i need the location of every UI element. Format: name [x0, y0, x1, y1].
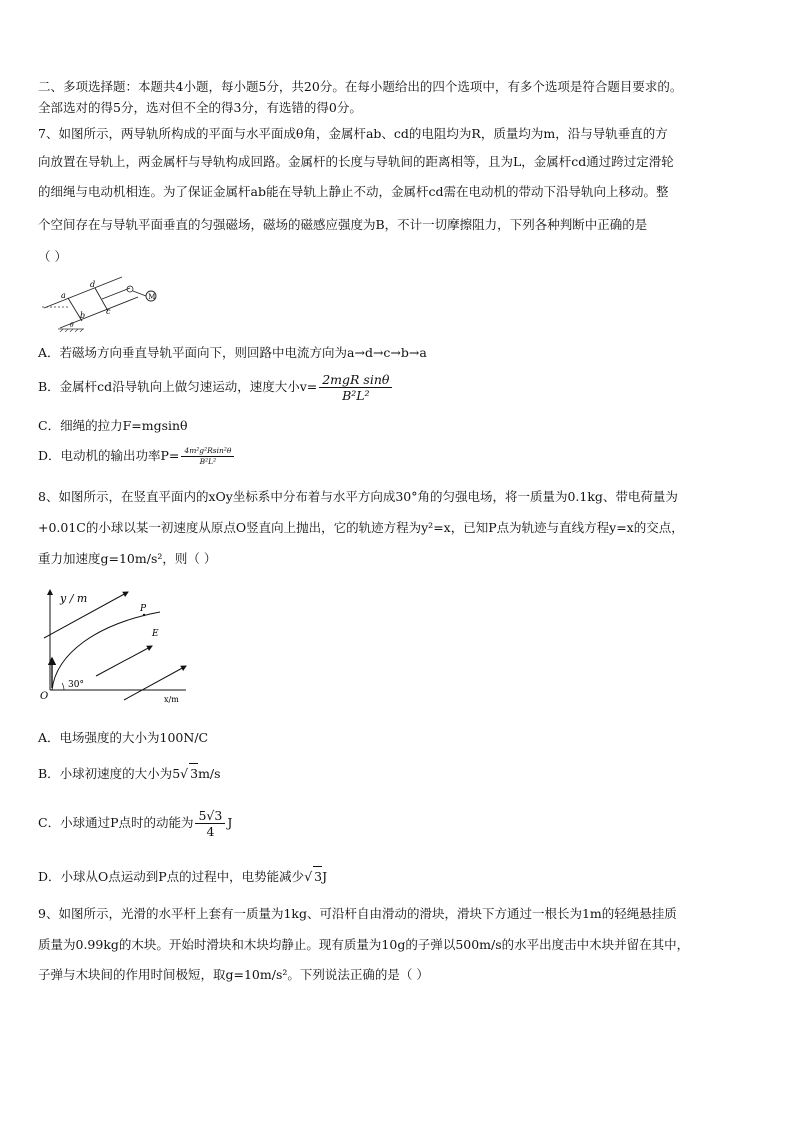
q8-trajectory-curve: [52, 612, 160, 690]
q8-option-c-numerator: 5√3: [195, 808, 225, 824]
q7-option-b-fraction: [319, 372, 392, 403]
q7-rail-upper: [44, 277, 122, 308]
q8-option-c-unit: J: [227, 815, 233, 830]
q7-option-b-numerator: 2mgR sinθ: [319, 372, 392, 388]
q8-label-e: E: [152, 629, 159, 639]
q9-stem-line-3: 子弹与木块间的作用时间极短，取g=10m/s²。下列说法正确的是（ ）: [38, 967, 429, 982]
q8-point-p: [143, 614, 145, 616]
q8-x-axis-label: x/m: [164, 695, 179, 704]
q8-option-c-prefix: C．小球通过P点时的动能为: [38, 815, 194, 830]
q7-label-theta: θ: [70, 322, 74, 329]
q8-label-p: P: [140, 604, 147, 614]
q7-answer-paren: （ ）: [38, 249, 67, 264]
q8-option-c-denominator: 4: [206, 824, 215, 839]
q7-label-b: b: [80, 311, 86, 320]
q7-option-d-denominator: B²L²: [199, 457, 217, 466]
q7-option-d: [38, 446, 236, 467]
q7-label-a: a: [61, 291, 66, 300]
q7-ground-hatch: [60, 329, 83, 332]
q8-y-axis-label: y / m: [60, 592, 88, 605]
q7-option-b-prefix: B．金属杆cd沿导轨向上做匀速运动，速度大小v=: [38, 379, 318, 394]
q8-field-line-middle: [96, 646, 152, 676]
q8-option-b-coefficient: 5: [172, 766, 181, 781]
q7-stem-line-2: 向放置在导轨上，两金属杆与导轨构成回路。金属杆的长度与导轨间的距离相等，且为L，金属杆cd通过跨过定滑轮: [38, 154, 674, 169]
section-header-line-1: 二、多项选择题：本题共4小题，每小题5分，共20分。在每小题给出的四个选项中，有多个选项是符合题目要求的。: [38, 79, 683, 94]
q8-option-c-fraction: [195, 808, 225, 839]
q7-option-d-prefix: D．电动机的输出功率P=: [38, 448, 180, 463]
q8-option-b-prefix: B．小球初速度的大小为: [38, 766, 173, 781]
q8-origin-label: O: [40, 691, 49, 702]
q9-stem-line-1: 9、如图所示，光滑的水平杆上套有一质量为1kg、可沿杆自由滑动的滑块，滑块下方通过一根长为1m的轻绳悬挂质: [38, 906, 677, 921]
q8-option-d: [38, 866, 327, 887]
q7-stem-line-3: 的细绳与电动机相连。为了保证金属杆ab能在导轨上静止不动，金属杆cd需在电动机的带动下沿导轨向上移动。整: [38, 184, 669, 199]
q7-stem-line-1: 7、如图所示，两导轨所构成的平面与水平面成θ角，金属杆ab、cd的电阻均为R，质量均为m，沿与导轨垂直的方: [38, 126, 668, 141]
q8-option-b-radicand: 3: [189, 763, 198, 784]
q7-rope-to-motor: [133, 291, 146, 296]
q8-option-d-prefix: D．小球从O点运动到P点的过程中，电势能减少: [38, 869, 305, 884]
q8-option-a: A．电场强度的大小为100N/C: [38, 730, 209, 745]
q8-option-b-unit: m/s: [198, 766, 221, 781]
q7-option-c: C．细绳的拉力F=mgsinθ: [38, 418, 188, 433]
q7-motor-label: M: [148, 293, 156, 301]
q8-option-d-unit: J: [322, 869, 328, 884]
q7-option-b: [38, 372, 394, 403]
q7-rails-figure: [40, 274, 170, 332]
q7-option-a: A．若磁场方向垂直导轨平面向下，则回路中电流方向为a→d→c→b→a: [38, 345, 427, 360]
q8-option-d-root-icon: √: [304, 869, 313, 884]
q9-stem-line-2: 质量为0.99kg的木块。开始时滑块和木块均静止。现有质量为10g的子弹以500m/s的水平出度击中木块并留在其中，: [38, 937, 690, 952]
q7-option-d-numerator: 4m²g²Rsin²θ: [181, 446, 234, 457]
q8-option-b: [38, 763, 221, 784]
section-header-line-2: 全部选对的得5分，选对但不全的得3分，有选错的得0分。: [38, 100, 362, 115]
q8-option-c: [38, 808, 232, 839]
q8-option-d-radicand: 3: [313, 866, 322, 887]
q8-stem-line-1: 8、如图所示，在竖直平面内的xOy坐标系中分布着与水平方向成30°角的匀强电场，将一质量为0.1kg、带电荷量为: [38, 489, 678, 504]
q8-stem-line-3: 重力加速度g=10m/s²，则（ ）: [38, 551, 217, 566]
q8-field-figure: [36, 584, 196, 706]
q7-label-c: c: [106, 307, 111, 316]
q7-label-d: d: [90, 280, 96, 289]
q7-option-d-fraction: [181, 446, 234, 467]
q7-rope: [102, 288, 130, 299]
q7-stem-line-4: 个空间存在与导轨平面垂直的匀强磁场，磁场的磁感应强度为B，不计一切摩擦阻力，下列各种判断中正确的是: [38, 217, 648, 232]
q7-option-b-denominator: B²L²: [342, 388, 370, 403]
q8-angle-arc: [62, 683, 64, 690]
q8-option-b-root-icon: √: [180, 766, 189, 781]
q8-stem-line-2: +0.01C的小球以某一初速度从原点O竖直向上抛出，它的轨迹方程为y²=x，已知P点为轨迹与直线方程y=x的交点，: [38, 520, 684, 535]
q8-angle-label: 30°: [68, 680, 84, 690]
